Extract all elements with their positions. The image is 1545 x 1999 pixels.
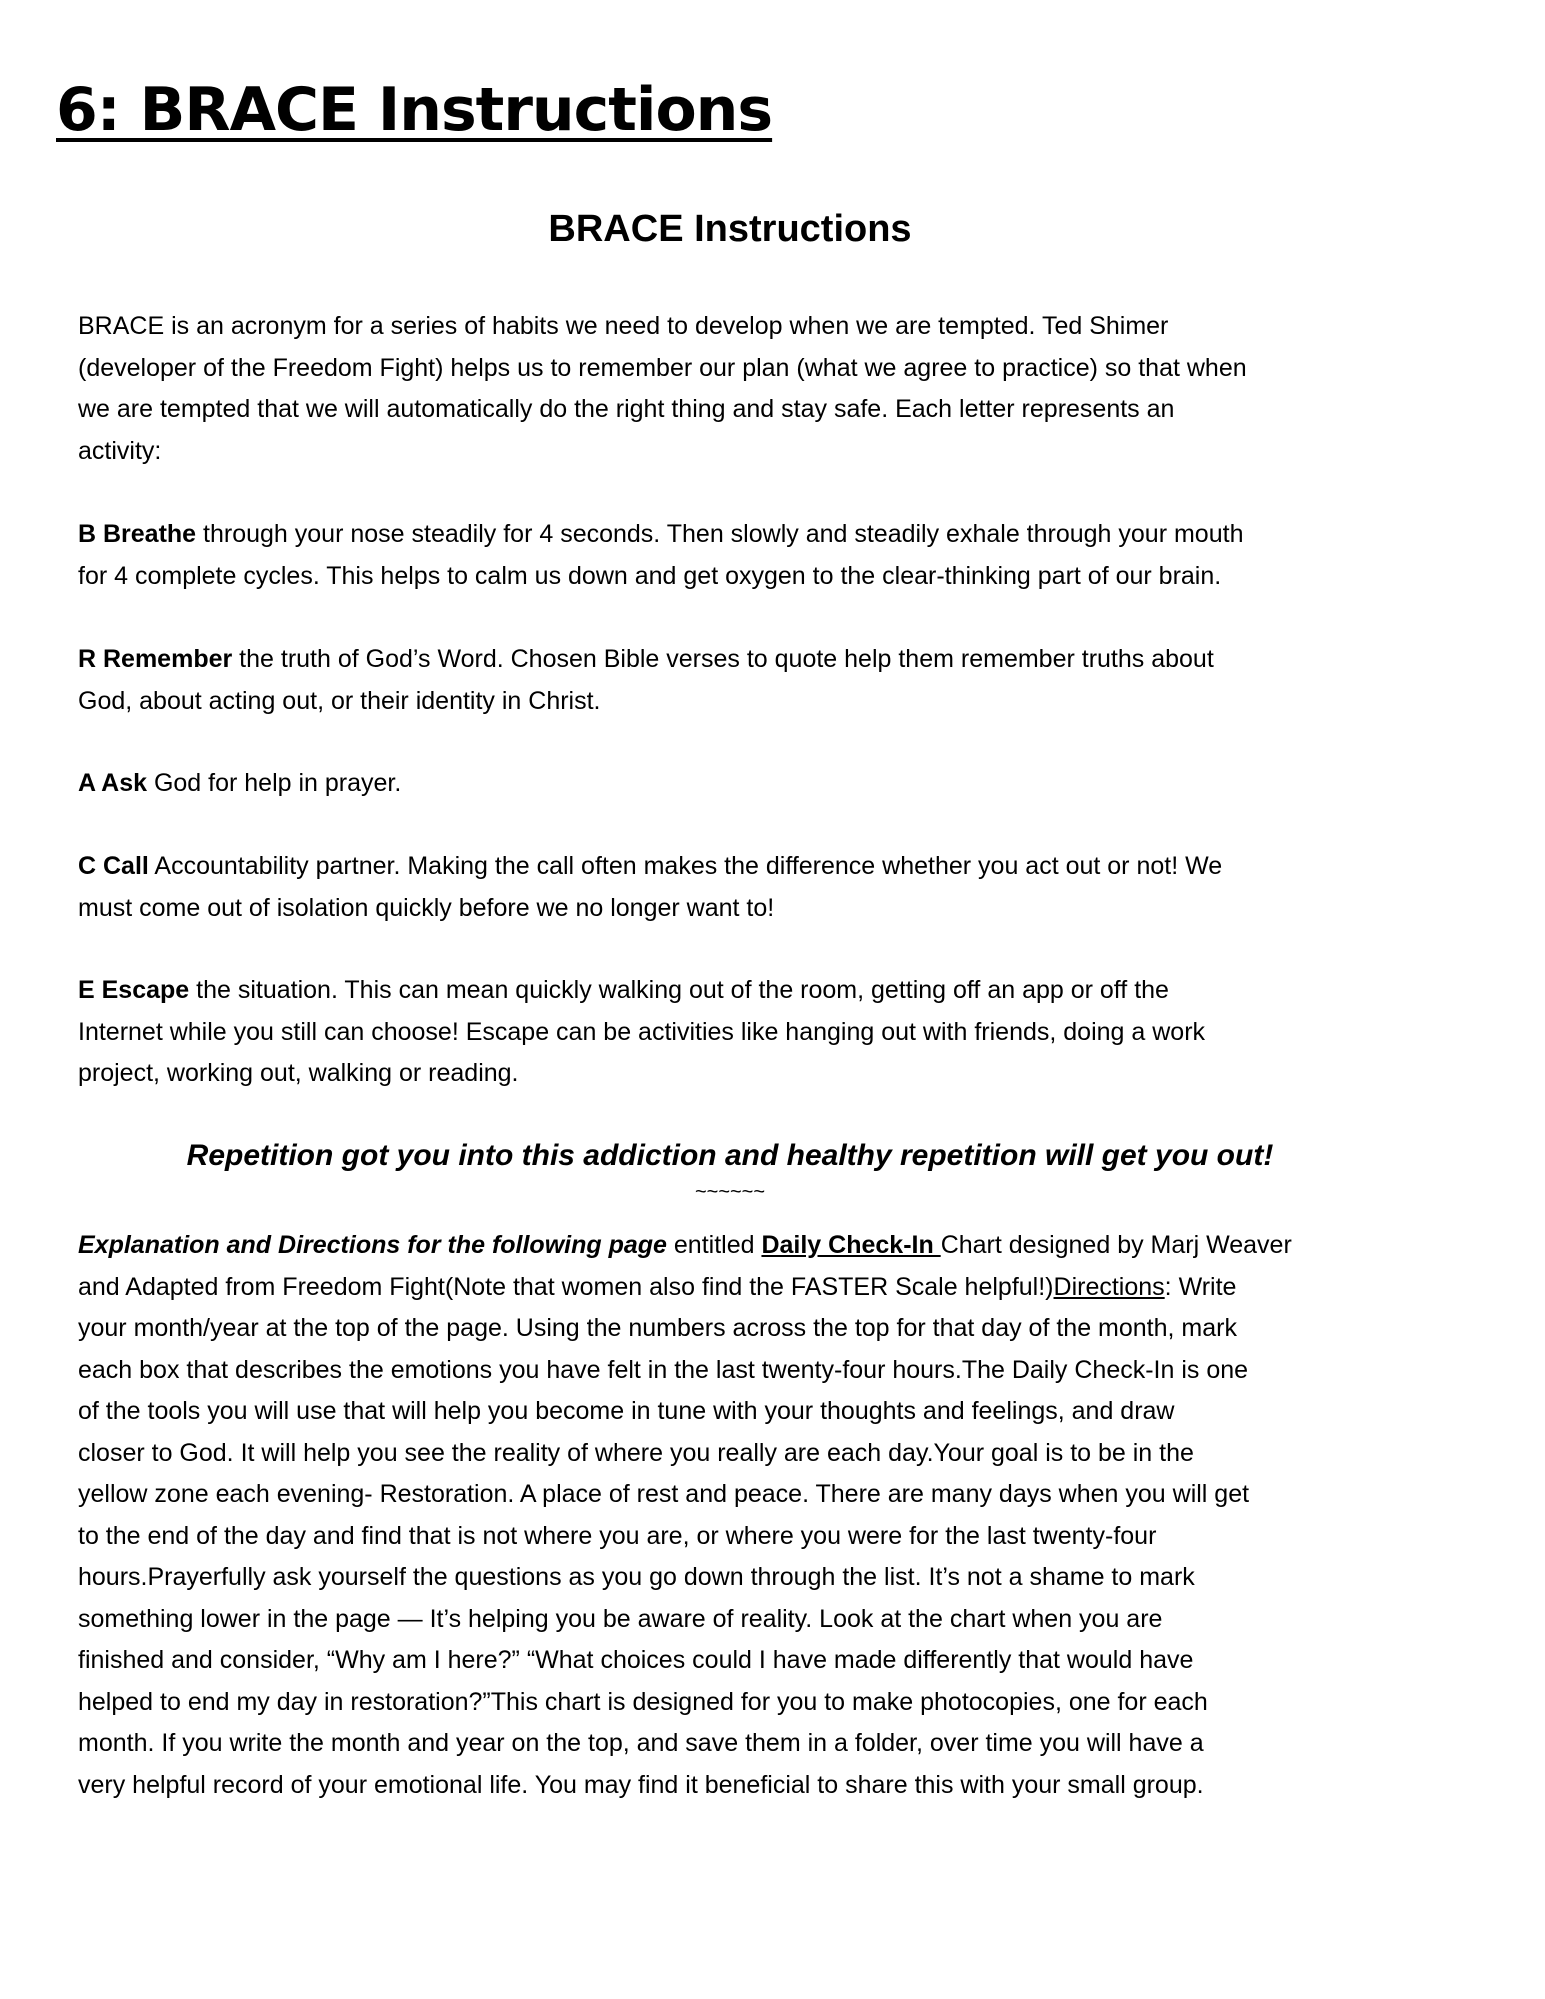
step-label: R Remember — [78, 645, 233, 673]
step-text: God for help in prayer. — [147, 769, 402, 797]
step-text: through your nose steadily for 4 seconds. Then slowly and steadily exhale through your mouth for 4 complete cycles. This helps to calm us down and get oxygen to the clear-thinking part of our brain. — [78, 520, 1244, 590]
step-label: C Call — [78, 852, 149, 880]
chart-name: Daily Check-In — [761, 1231, 941, 1259]
step-text: Accountability partner. Making the call often makes the difference whether you act out or not! We must come out of isolation quickly before we no longer want to! — [78, 852, 1223, 922]
step-label: A Ask — [78, 769, 148, 797]
document-title: BRACE Instructions — [548, 208, 912, 250]
step-text: the truth of God’s Word. Chosen Bible verses to quote help them remember truths about God, about acting out, or their identity in Christ. — [78, 645, 1214, 715]
explanation-lead: Explanation and Directions for the following page — [78, 1231, 667, 1259]
tilde-divider: ~~~~~~ — [694, 1181, 766, 1203]
step-text: the situation. This can mean quickly walking out of the room, getting off an app or off the Internet while you still can choose! Escape can be activities like hanging out with friends, doing a work project, working out, walking or reading. — [78, 976, 1206, 1087]
step-breathe — [78, 514, 1388, 597]
step-escape — [78, 970, 1388, 1095]
explanation-paragraph — [78, 1225, 1388, 1806]
step-call — [78, 846, 1388, 929]
step-ask — [78, 763, 1388, 805]
chart-credit-text: Chart designed by Marj Weaver and Adapted from Freedom Fight(Note that women also find the FASTER Scale helpful!) — [78, 1231, 1292, 1301]
directions-label: Directions — [1053, 1272, 1165, 1301]
step-label: E Escape — [78, 976, 190, 1004]
entitled-text: entitled — [666, 1231, 762, 1259]
tagline: Repetition got you into this addiction and healthy repetition will get you out! — [186, 1139, 1274, 1172]
directions-text: : Write your month/year at the top of the page. Using the numbers across the top for that day of the month, mark each box that describes the emotions you have felt in the last twenty-four hours.The Daily Check-In is one of the tools you will use that will help you become in tune with your thoughts and feelings, and draw closer to God. It will help you see the reality of where you really are each day.Your goal is to be in the yellow zone each evening- Restoration. A place of rest and peace. There are many days when you will get to the end of the day and find that is not where you are, or where you were for the last twenty-four hours.Prayerfully ask yourself the questions as you go down through the list. It’s not a shame to mark something lower in the page — It’s helping you be aware of reality. Look at the chart when you are finished and consider, “Why am I here?” “What choices could I have made differently that would have helped to end my day in restoration?”This chart is designed for you to make photocopies, one for each month. If you write the month and year on the top, and save them in a folder, over time you will have a very helpful record of your emotional life. You may find it beneficial to share this with your small group. — [78, 1272, 1250, 1799]
step-remember — [78, 639, 1388, 722]
intro-paragraph: BRACE is an acronym for a series of habits we need to develop when we are tempted. Ted Shimer (developer of the Freedom Fight) helps us to remember our plan (what we agree to practice) so that when we are tempted that we will automatically do the right thing and stay safe. Each letter represents an activity: — [78, 312, 1247, 465]
page-heading: 6: BRACE Instructions — [56, 75, 773, 145]
step-label: B Breathe — [78, 520, 197, 548]
